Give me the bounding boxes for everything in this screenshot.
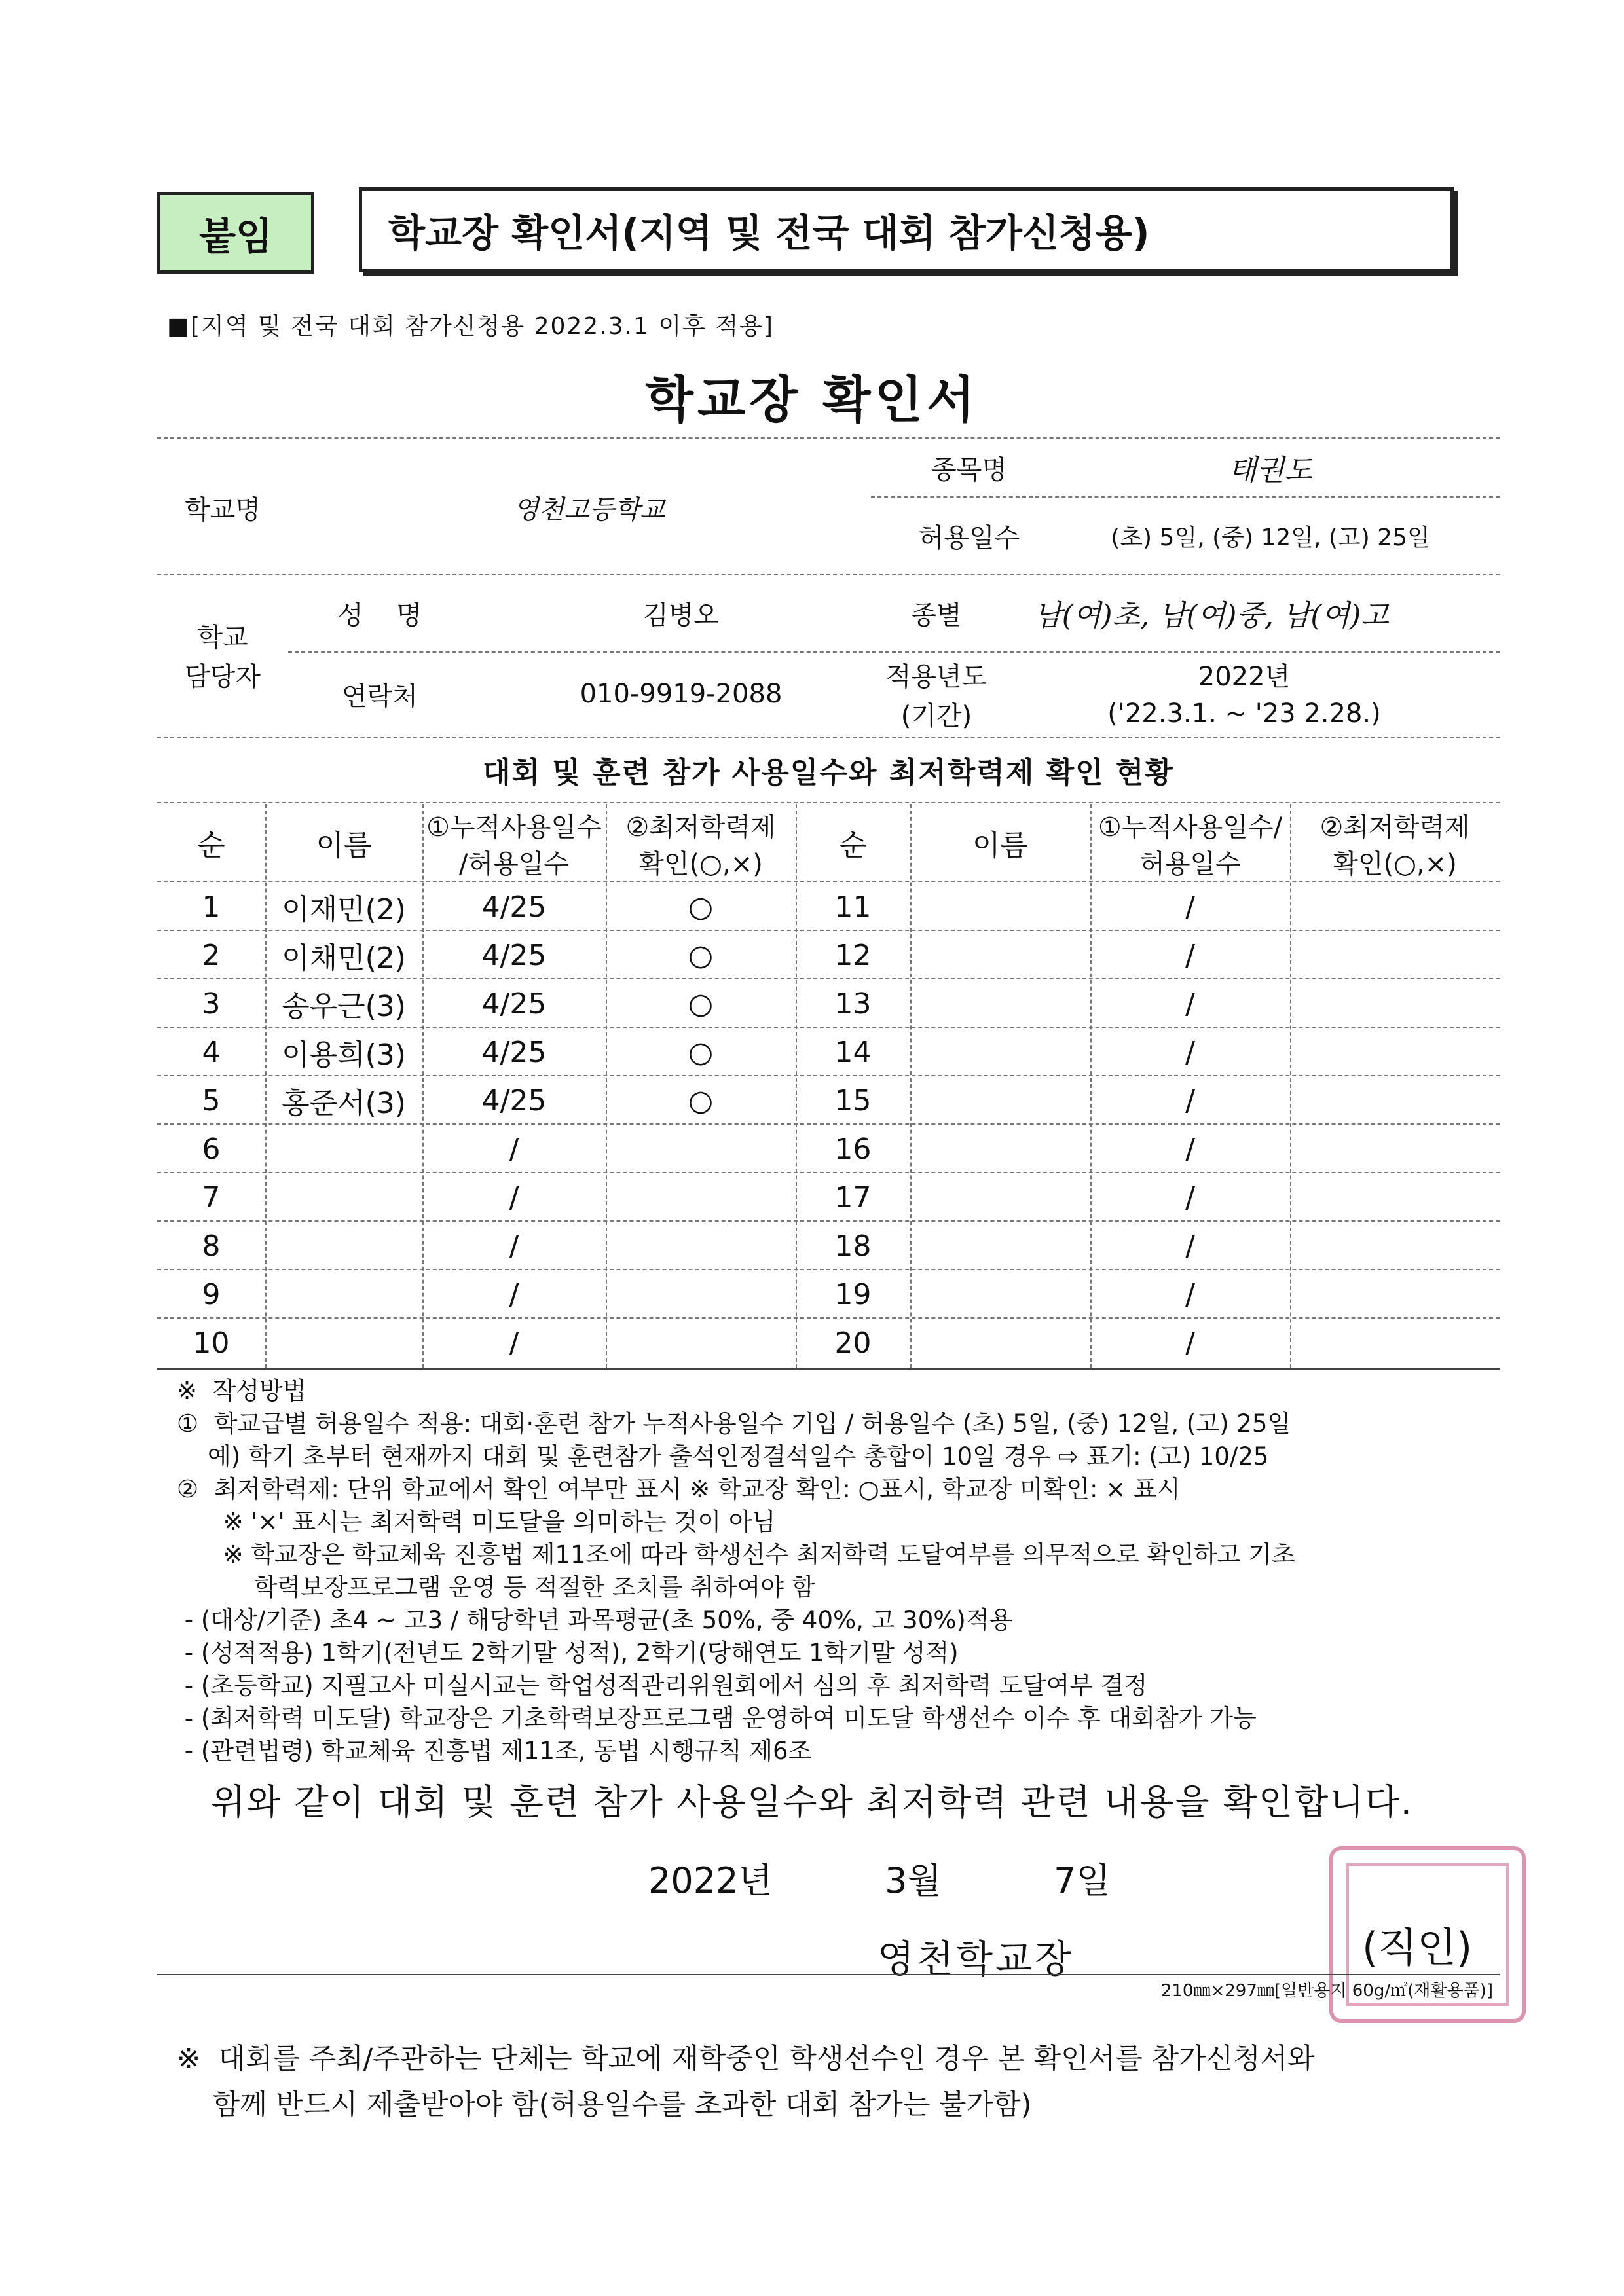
info-line	[157, 802, 1500, 803]
header-check-2: 확인(○,×)	[638, 848, 763, 879]
table-cell-left-no: 6	[202, 1132, 221, 1166]
note-line: 학력보장프로그램 운영 등 적절한 조치를 취하여야 함	[177, 1573, 815, 1601]
table-cell-left-name	[265, 1125, 422, 1173]
note-line: 예) 학기 초부터 현재까지 대회 및 훈련참가 출석인정결석일수 총합이 10일 경우 ⇨ 표기: (고) 10/25	[177, 1442, 1269, 1470]
table-cell-left-check	[606, 1319, 796, 1367]
document-title: 학교장 확인서	[645, 371, 979, 429]
table-cell-left-days: 4/25	[481, 890, 547, 924]
table-cell-left-no: 8	[202, 1229, 221, 1263]
table-cell-left-no: 9	[202, 1277, 221, 1311]
contact-label: 연락처	[342, 681, 418, 712]
manager-label-2: 담당자	[185, 661, 261, 692]
table-cell-left-name: 이채민(2)	[282, 941, 406, 975]
info-line	[871, 496, 1500, 498]
table-cell-left-check: ○	[688, 890, 714, 924]
table-cell-right-name	[910, 1125, 1090, 1173]
table-cell-right-days: /	[1185, 938, 1195, 972]
apply-year-value-2: ('22.3.1. ~ '23 2.28.)	[1107, 699, 1381, 729]
footer-line	[157, 1974, 1500, 1975]
table-cell-right-check	[1290, 1222, 1500, 1270]
header-no-right: 순	[839, 828, 867, 862]
table-cell-right-check	[1290, 1270, 1500, 1319]
table-cell-right-days: /	[1185, 1326, 1195, 1360]
gender-label: 종별	[911, 600, 962, 630]
allowed-days-value: (초) 5일, (중) 12일, (고) 25일	[1111, 524, 1430, 551]
table-cell-right-no: 12	[834, 938, 872, 972]
footnote	[177, 2036, 1315, 2128]
info-line	[288, 651, 1500, 653]
table-cell-left-days: 4/25	[481, 938, 547, 972]
header-no: 순	[197, 828, 225, 862]
school-name-value: 영천고등학교	[513, 494, 665, 525]
section-title: 대회 및 훈련 참가 사용일수와 최저학력제 확인 현황	[483, 756, 1174, 790]
note-line: - (성적적용) 1학기(전년도 2학기말 성적), 2학기(당해연도 1학기말 성적)	[177, 1639, 959, 1667]
table-cell-right-no: 13	[834, 987, 872, 1021]
apply-year-label-1: 적용년도	[885, 661, 987, 692]
table-cell-right-days: /	[1185, 1277, 1195, 1311]
table-cell-right-name	[910, 1319, 1090, 1367]
table-cell-right-name	[910, 931, 1090, 979]
table-cell-right-no: 16	[834, 1132, 872, 1166]
table-cell-left-name: 홍준서(3)	[282, 1087, 406, 1120]
note-line: ① 학교급별 허용일수 적용: 대회·훈련 참가 누적사용일수 기입 / 허용일수 (초) 5일, (중) 12일, (고) 25일	[177, 1410, 1291, 1438]
table-cell-left-check: ○	[688, 1035, 714, 1069]
paper-spec: 210㎜×297㎜[일반용지 60g/㎡(재활용품)]	[1160, 1981, 1493, 2001]
table-cell-right-no: 20	[834, 1326, 872, 1360]
table-bottom-line	[157, 1368, 1500, 1370]
header-days-right-1: ①누적사용일수/	[1098, 812, 1283, 843]
attachment-tag: 붙임	[157, 192, 314, 274]
allowed-days-label: 허용일수	[918, 522, 1020, 553]
school-name-label: 학교명	[185, 494, 261, 525]
table-cell-left-name	[265, 1270, 422, 1319]
table-cell-left-check: ○	[688, 1084, 714, 1118]
sport-value: 태권도	[1228, 454, 1312, 487]
info-line	[157, 737, 1500, 738]
note-line: - (관련법령) 학교체육 진흥법 제11조, 동법 시행규칙 제6조	[177, 1737, 812, 1765]
table-cell-left-no: 1	[202, 890, 221, 924]
table-cell-left-check	[606, 1222, 796, 1270]
table-cell-right-no: 11	[834, 890, 872, 924]
confirmation-statement: 위와 같이 대회 및 훈련 참가 사용일수와 최저학력 관련 내용을 확인합니다.	[211, 1781, 1413, 1823]
sport-label: 종목명	[931, 454, 1007, 485]
table-cell-left-days: /	[509, 1326, 519, 1360]
table-cell-right-check	[1290, 1028, 1500, 1076]
table-cell-left-days: /	[509, 1180, 519, 1214]
header-check-right-1: ②최저학력제	[1320, 812, 1470, 843]
person-name-label: 성 명	[337, 600, 422, 630]
applies-note: ■[지역 및 전국 대회 참가신청용 2022.3.1 이후 적용]	[167, 313, 774, 340]
table-cell-left-days: 4/25	[481, 1035, 547, 1069]
table-cell-right-check	[1290, 883, 1500, 931]
table-cell-right-name	[910, 1173, 1090, 1222]
table-cell-right-check	[1290, 979, 1500, 1028]
table-cell-left-check	[606, 1173, 796, 1222]
table-cell-right-no: 14	[834, 1035, 872, 1069]
footnote-line-2: 함께 반드시 제출받아야 함(허용일수를 초과한 대회 참가는 불가함)	[177, 2088, 1032, 2121]
header-days-right-2: 허용일수	[1139, 848, 1241, 879]
table-cell-right-name	[910, 883, 1090, 931]
info-top-line	[157, 437, 1500, 439]
header-check-right-2: 확인(○,×)	[1333, 848, 1457, 879]
table-cell-right-days: /	[1185, 1132, 1195, 1166]
info-line	[157, 574, 1500, 575]
table-cell-right-name	[910, 1222, 1090, 1270]
table-cell-left-no: 2	[202, 938, 221, 972]
table-cell-right-check	[1290, 1076, 1500, 1125]
table-cell-left-name	[265, 1173, 422, 1222]
note-line: - (초등학교) 지필고사 미실시교는 학업성적관리위원회에서 심의 후 최저학력 도달여부 결정	[177, 1671, 1148, 1700]
table-cell-right-check	[1290, 1319, 1500, 1367]
table-header-line	[157, 881, 1500, 882]
note-line: ※ 작성방법	[177, 1377, 306, 1405]
table-cell-right-no: 19	[834, 1277, 872, 1311]
table-cell-left-days: 4/25	[481, 1084, 547, 1118]
issue-date: 2022년 3월 7일	[648, 1860, 1111, 1901]
header-name: 이름	[316, 828, 372, 862]
table-cell-left-name	[265, 1319, 422, 1367]
person-name-value: 김병오	[643, 600, 719, 630]
header-days-2: /허용일수	[458, 848, 570, 879]
note-line: ② 최저학력제: 단위 학교에서 확인 여부만 표시 ※ 학교장 확인: ○표시, 학교장 미확인: × 표시	[177, 1475, 1181, 1503]
table-cell-left-check	[606, 1125, 796, 1173]
note-line: ※ 학교장은 학교체육 진흥법 제11조에 따라 학생선수 최저학력 도달여부를 의무적으로 확인하고 기초	[177, 1540, 1295, 1569]
apply-year-value-1: 2022년	[1198, 661, 1291, 692]
table-cell-right-name	[910, 1270, 1090, 1319]
note-line: - (대상/기준) 초4 ~ 고3 / 해당학년 과목평균(초 50%, 중 40%, 고 30%)적용	[177, 1606, 1013, 1634]
note-line: - (최저학력 미도달) 학교장은 기초학력보장프로그램 운영하여 미도달 학생선수 이수 후 대회참가 가능	[177, 1704, 1257, 1732]
principal-name: 영천학교장	[877, 1937, 1075, 1981]
manager-label-1: 학교	[197, 622, 248, 653]
table-cell-left-no: 10	[193, 1326, 230, 1360]
table-cell-left-check: ○	[688, 987, 714, 1021]
table-cell-right-check	[1290, 1125, 1500, 1173]
table-cell-right-days: /	[1185, 987, 1195, 1021]
header-name-right: 이름	[972, 828, 1028, 862]
table-cell-left-no: 3	[202, 987, 221, 1021]
seal-label: (직인)	[1362, 1923, 1473, 1971]
table-cell-right-days: /	[1185, 1084, 1195, 1118]
table-cell-right-check	[1290, 1173, 1500, 1222]
table-cell-left-days: 4/25	[481, 987, 547, 1021]
table-cell-left-days: /	[509, 1277, 519, 1311]
table-cell-right-check	[1290, 931, 1500, 979]
table-cell-right-days: /	[1185, 1229, 1195, 1263]
table-cell-right-name	[910, 979, 1090, 1028]
header-title: 학교장 확인서(지역 및 전국 대회 참가신청용)	[359, 187, 1454, 272]
table-cell-right-no: 17	[834, 1180, 872, 1214]
table-cell-left-no: 4	[202, 1035, 221, 1069]
table-cell-right-days: /	[1185, 1180, 1195, 1214]
contact-value: 010-9919-2088	[580, 679, 783, 709]
table-cell-right-no: 15	[834, 1084, 872, 1118]
table-cell-right-no: 18	[834, 1229, 872, 1263]
table-cell-right-name	[910, 1076, 1090, 1125]
table-cell-left-name: 이재민(2)	[282, 893, 406, 926]
table-cell-left-no: 7	[202, 1180, 221, 1214]
footnote-line-1: ※ 대회를 주최/주관하는 단체는 학교에 재학중인 학생선수인 경우 본 확인서를 참가신청서와	[177, 2043, 1315, 2075]
header-check-1: ②최저학력제	[625, 812, 776, 843]
table-cell-right-days: /	[1185, 1035, 1195, 1069]
table-cell-left-check: ○	[688, 938, 714, 972]
table-cell-left-check	[606, 1270, 796, 1319]
table-cell-right-name	[910, 1028, 1090, 1076]
table-cell-left-days: /	[509, 1229, 519, 1263]
note-line: ※ '×' 표시는 최저학력 미도달을 의미하는 것이 아님	[177, 1508, 776, 1536]
table-cell-left-name: 송우근(3)	[282, 990, 406, 1023]
table-cell-left-no: 5	[202, 1084, 221, 1118]
table-cell-right-days: /	[1185, 890, 1195, 924]
table-cell-left-days: /	[509, 1132, 519, 1166]
table-cell-left-name	[265, 1222, 422, 1270]
table-cell-left-name: 이용희(3)	[282, 1038, 406, 1072]
header-days-1: ①누적사용일수	[426, 812, 602, 843]
apply-year-label-2: (기간)	[900, 701, 972, 731]
gender-value: 남(여)초, 남(여)중, 남(여)고	[1034, 599, 1389, 632]
